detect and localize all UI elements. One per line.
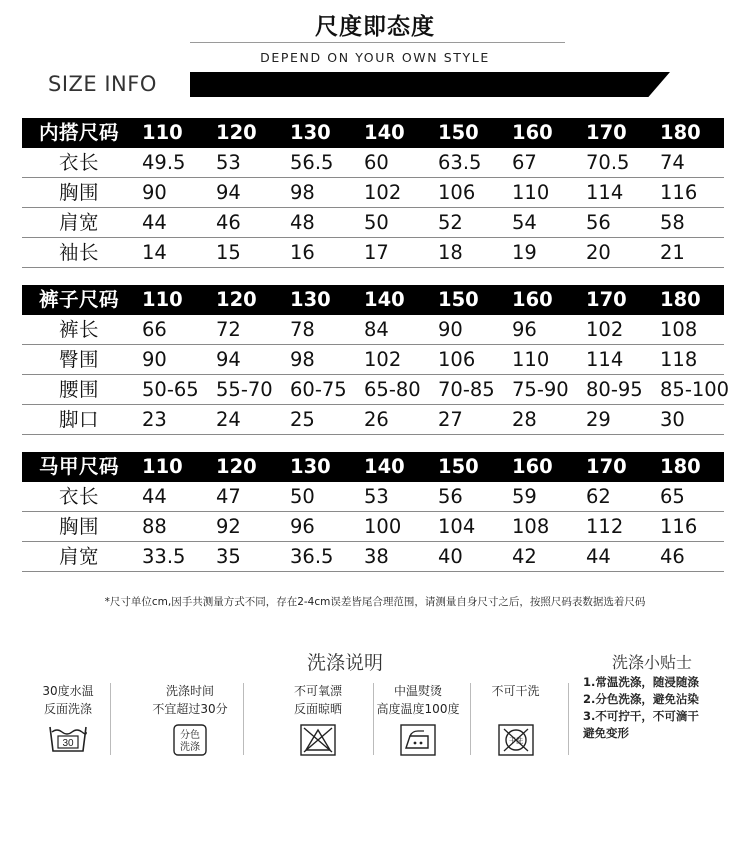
size-column-header: 130 [284, 452, 358, 482]
size-value: 55-70 [210, 375, 284, 405]
size-value: 114 [580, 178, 654, 208]
size-value: 63.5 [432, 148, 506, 178]
size-value: 96 [284, 512, 358, 542]
care-text: 不可干洗 [491, 684, 540, 698]
size-value: 84 [358, 315, 432, 345]
page-title: 尺度即态度 [315, 14, 435, 40]
size-value: 110 [506, 345, 580, 375]
size-value: 94 [210, 345, 284, 375]
tip-line: 避免变形 [583, 726, 629, 740]
size-value: 42 [506, 542, 580, 572]
size-note: *尺寸单位cm,因手共测量方式不同，存在2-4cm误差皆尾合理范围，请测量自身尺寸之后，按照尺码表数据选着尺码 [104, 596, 646, 608]
size-value: 56.5 [284, 148, 358, 178]
size-value: 110 [506, 178, 580, 208]
size-value: 36.5 [284, 542, 358, 572]
size-column-header: 160 [506, 118, 580, 148]
size-value: 106 [432, 178, 506, 208]
size-value: 90 [136, 345, 210, 375]
size-value: 108 [654, 315, 724, 345]
size-value: 46 [654, 542, 724, 572]
measure-label: 胸围 [22, 178, 136, 208]
svg-text:干洗: 干洗 [508, 737, 523, 745]
size-value: 50 [358, 208, 432, 238]
care-text: 30度水温 [42, 684, 94, 698]
care-divider [568, 683, 569, 755]
care-text: 不宜超过30分 [152, 702, 228, 716]
care-divider [470, 683, 471, 755]
size-value: 52 [432, 208, 506, 238]
size-column-header: 110 [136, 118, 210, 148]
size-column-header: 130 [284, 285, 358, 315]
size-row [22, 482, 724, 512]
measure-label: 衣长 [22, 148, 136, 178]
size-value: 70.5 [580, 148, 654, 178]
size-value: 29 [580, 405, 654, 435]
size-column-header: 140 [358, 285, 432, 315]
size-value: 94 [210, 178, 284, 208]
tip-line: 3.不可拧干，不可滴干 [583, 709, 699, 723]
size-value: 96 [506, 315, 580, 345]
size-value: 24 [210, 405, 284, 435]
size-header-row [22, 452, 724, 482]
top-size-table [22, 118, 724, 268]
care-text: 不可氧漂 [293, 684, 342, 698]
size-row [22, 542, 724, 572]
size-row [22, 345, 724, 375]
size-column-header: 160 [506, 452, 580, 482]
size-value: 28 [506, 405, 580, 435]
size-value: 23 [136, 405, 210, 435]
size-value: 60 [358, 148, 432, 178]
size-column-header: 180 [654, 452, 724, 482]
size-value: 35 [210, 542, 284, 572]
pants-size-table [22, 285, 730, 435]
size-row [22, 238, 724, 268]
size-value: 18 [432, 238, 506, 268]
size-value: 98 [284, 345, 358, 375]
measure-label: 衣长 [22, 482, 136, 512]
size-value: 65 [654, 482, 724, 512]
size-value: 112 [580, 512, 654, 542]
tip-line: 1.常温洗涤，随浸随涤 [583, 675, 699, 689]
size-value: 38 [358, 542, 432, 572]
size-column-header: 140 [358, 118, 432, 148]
size-value: 80-95 [580, 375, 654, 405]
size-value: 54 [506, 208, 580, 238]
size-value: 50 [284, 482, 358, 512]
size-column-header: 170 [580, 452, 654, 482]
svg-text:30: 30 [62, 738, 74, 749]
size-value: 78 [284, 315, 358, 345]
care-text: 中温熨烫 [393, 684, 442, 698]
size-value: 19 [506, 238, 580, 268]
size-header-row [22, 118, 724, 148]
care-text: 洗涤时间 [165, 684, 214, 698]
size-value: 70-85 [432, 375, 506, 405]
no-dry-clean-icon [498, 724, 534, 756]
no-bleach-icon [300, 724, 336, 756]
care-divider [110, 683, 111, 755]
size-value: 44 [136, 208, 210, 238]
separate-wash-icon [173, 724, 207, 756]
size-column-header: 170 [580, 285, 654, 315]
measure-label: 胸围 [22, 512, 136, 542]
size-value: 100 [358, 512, 432, 542]
size-column-header: 110 [136, 452, 210, 482]
size-value: 44 [580, 542, 654, 572]
care-text: 高度温度100度 [376, 702, 460, 716]
size-column-header: 150 [432, 285, 506, 315]
care-text: 反面洗涤 [43, 702, 92, 716]
size-value: 90 [432, 315, 506, 345]
size-table-title: 马甲尺码 [22, 452, 136, 482]
size-value: 27 [432, 405, 506, 435]
size-value: 40 [432, 542, 506, 572]
size-value: 44 [136, 482, 210, 512]
measure-label: 臀围 [22, 345, 136, 375]
care-item-wash-time [135, 682, 245, 756]
size-table-title: 裤子尺码 [22, 285, 136, 315]
size-row [22, 148, 724, 178]
size-value: 88 [136, 512, 210, 542]
size-value: 106 [432, 345, 506, 375]
size-column-header: 120 [210, 118, 284, 148]
care-item-no-dry-clean [478, 682, 553, 756]
size-value: 30 [654, 405, 724, 435]
size-value: 49.5 [136, 148, 210, 178]
size-value: 26 [358, 405, 432, 435]
size-value: 60-75 [284, 375, 358, 405]
size-value: 47 [210, 482, 284, 512]
size-value: 65-80 [358, 375, 432, 405]
wash-30-icon [48, 724, 88, 754]
title-divider [190, 42, 565, 43]
size-value: 48 [284, 208, 358, 238]
size-row [22, 178, 724, 208]
size-value: 116 [654, 178, 724, 208]
size-value: 46 [210, 208, 284, 238]
size-value: 75-90 [506, 375, 580, 405]
size-column-header: 180 [654, 285, 724, 315]
tips-title: 洗涤小贴士 [611, 653, 692, 672]
size-column-header: 140 [358, 452, 432, 482]
size-value: 58 [654, 208, 724, 238]
care-item-water-temp [22, 682, 114, 754]
size-row [22, 315, 724, 345]
svg-text:分色: 分色 [180, 730, 200, 741]
size-column-header: 110 [136, 285, 210, 315]
size-value: 108 [506, 512, 580, 542]
size-table-title: 内搭尺码 [22, 118, 136, 148]
size-value: 62 [580, 482, 654, 512]
size-value: 116 [654, 512, 724, 542]
size-info-bar [190, 72, 670, 97]
size-column-header: 130 [284, 118, 358, 148]
care-text: 反面晾晒 [293, 702, 342, 716]
size-value: 25 [284, 405, 358, 435]
size-value: 14 [136, 238, 210, 268]
size-value: 16 [284, 238, 358, 268]
size-value: 21 [654, 238, 724, 268]
size-value: 114 [580, 345, 654, 375]
size-value: 67 [506, 148, 580, 178]
measure-label: 裤长 [22, 315, 136, 345]
size-value: 85-100 [654, 375, 724, 405]
size-value: 50-65 [136, 375, 210, 405]
size-column-header: 150 [432, 452, 506, 482]
size-value: 53 [358, 482, 432, 512]
care-text [478, 700, 553, 718]
size-value: 20 [580, 238, 654, 268]
measure-label: 袖长 [22, 238, 136, 268]
size-value: 102 [358, 178, 432, 208]
size-value: 33.5 [136, 542, 210, 572]
size-value: 59 [506, 482, 580, 512]
size-value: 15 [210, 238, 284, 268]
iron-medium-icon [400, 724, 436, 756]
size-value: 66 [136, 315, 210, 345]
care-item-ironing [368, 682, 468, 756]
size-value: 102 [580, 315, 654, 345]
size-column-header: 170 [580, 118, 654, 148]
size-column-header: 160 [506, 285, 580, 315]
size-column-header: 180 [654, 118, 724, 148]
size-info-label: SIZE INFO [48, 72, 157, 96]
care-item-no-bleach [268, 682, 368, 756]
size-value: 74 [654, 148, 724, 178]
measure-label: 肩宽 [22, 208, 136, 238]
measure-label: 脚口 [22, 405, 136, 435]
size-value: 56 [580, 208, 654, 238]
size-value: 104 [432, 512, 506, 542]
size-value: 90 [136, 178, 210, 208]
size-value: 118 [654, 345, 724, 375]
svg-text:洗涤: 洗涤 [180, 742, 200, 753]
vest-size-table [22, 452, 724, 572]
size-column-header: 150 [432, 118, 506, 148]
wash-title: 洗涤说明 [306, 652, 383, 674]
size-value: 92 [210, 512, 284, 542]
size-row [22, 512, 724, 542]
tip-line: 2.分色洗涤，避免沾染 [583, 692, 699, 706]
size-value: 56 [432, 482, 506, 512]
size-row [22, 208, 724, 238]
measure-label: 腰围 [22, 375, 136, 405]
wash-tips [583, 674, 699, 742]
size-value: 53 [210, 148, 284, 178]
size-column-header: 120 [210, 285, 284, 315]
size-header-row [22, 285, 724, 315]
size-value: 98 [284, 178, 358, 208]
size-value: 72 [210, 315, 284, 345]
page-subtitle: DEPEND ON YOUR OWN STYLE [260, 50, 490, 65]
measure-label: 肩宽 [22, 542, 136, 572]
size-row [22, 405, 724, 435]
care-divider [243, 683, 244, 755]
size-row [22, 375, 724, 405]
size-value: 17 [358, 238, 432, 268]
size-column-header: 120 [210, 452, 284, 482]
size-value: 102 [358, 345, 432, 375]
